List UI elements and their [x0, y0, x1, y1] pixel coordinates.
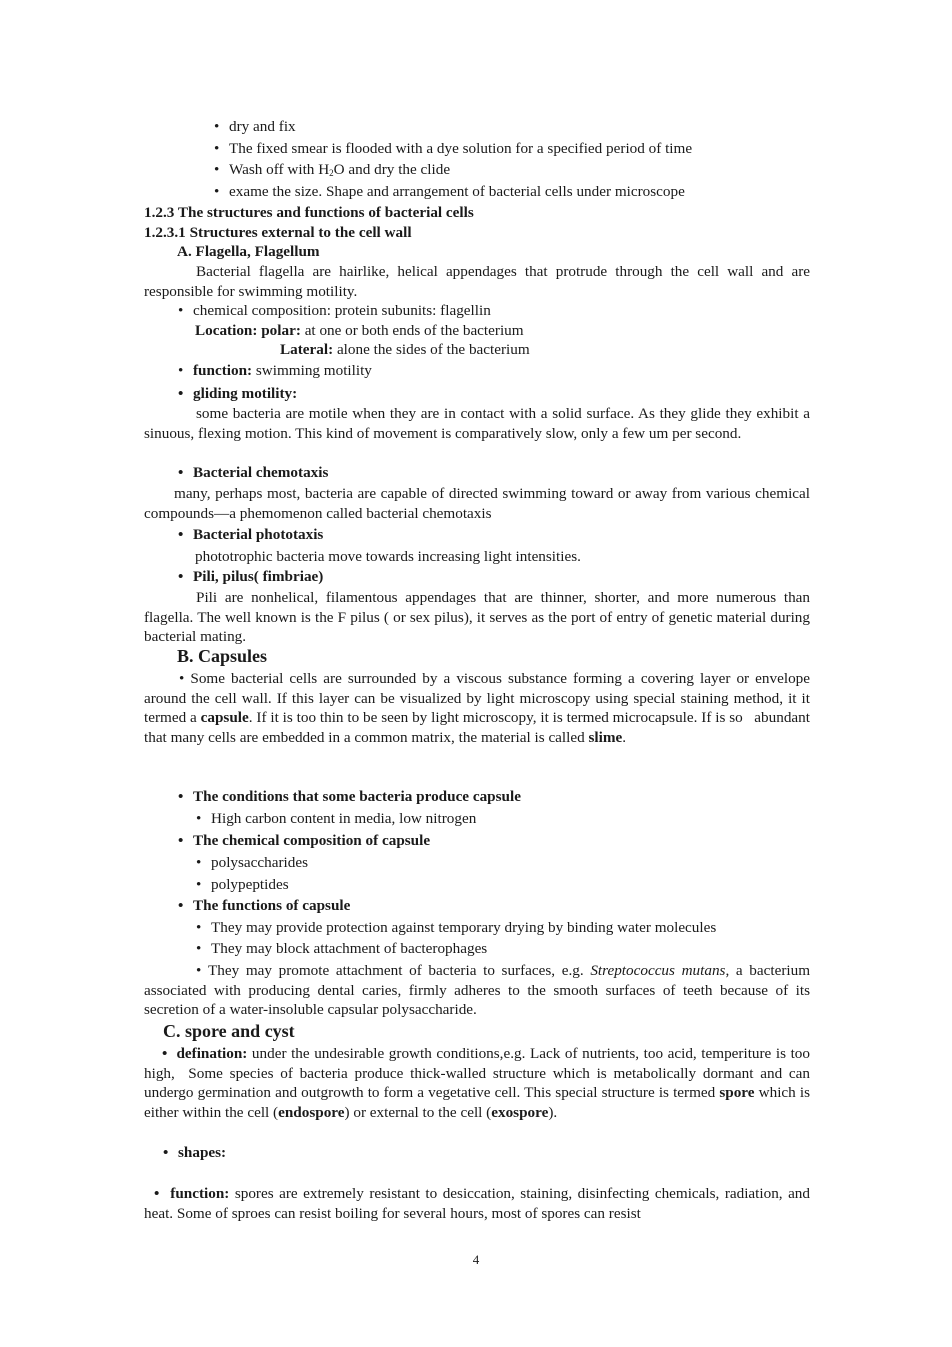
bullet-icon: •	[178, 302, 184, 319]
list-item: • dry and fix	[214, 118, 296, 135]
bullet-icon: •	[214, 140, 220, 157]
list-item: • Bacterial phototaxis	[178, 526, 324, 543]
bullet-icon: •	[178, 464, 184, 481]
flagella-intro: Bacterial flagella are hairlike, helical appendages that protrude through the cell wall and are responsible for swimming motility.	[144, 263, 810, 300]
list-item: • exame the size. Shape and arrangement of bacterial cells under microscope	[214, 183, 685, 200]
bullet-icon: •	[178, 897, 184, 914]
bullet-icon: •	[178, 362, 184, 379]
bullet-icon: •	[196, 854, 202, 871]
bullet-icon: •	[196, 810, 202, 827]
page-number: 4	[472, 1252, 480, 1267]
capsule-paragraph: • Some bacterial cells are surrounded by a viscous substance forming a covering layer or envelope around the cell wall. If this layer can be visualized by light microscopy using special staining method, it it termed a capsule. If it is too thin to be seen by light microscopy, it is termed microcapsule. If is so abundant that many cells are embedded in a common matrix, the material is called slime.	[144, 670, 810, 746]
bullet-icon: •	[178, 526, 184, 543]
list-item: • function: swimming motility	[178, 362, 372, 379]
capsule-function-paragraph: • They may promote attachment of bacteria to surfaces, e.g. Streptococcus mutans, a bacterium associated with producing dental caries, firmly adheres to the smooth surfaces of teeth because of its secretion of a water-insoluble capsular polysaccharide.	[144, 962, 811, 1018]
list-item: • Bacterial chemotaxis	[178, 464, 329, 481]
section-a-heading: A. Flagella, Flagellum	[177, 243, 320, 260]
pili-paragraph: Pili are nonhelical, filamentous appendages that are thinner, shorter, and more numerous than flagella. The well known is the F pilus ( or sex pilus), it serves as the port of entry of genetic material during bacterial mating.	[144, 589, 810, 645]
bullet-icon: •	[178, 788, 184, 805]
list-item: • polysaccharides	[196, 854, 308, 871]
list-item: • High carbon content in media, low nitrogen	[196, 810, 477, 827]
bullet-icon: •	[196, 876, 202, 893]
phototaxis-text: phototrophic bacteria move towards increasing light intensities.	[195, 548, 581, 565]
bullet-icon: •	[196, 962, 208, 979]
bullet-icon: •	[154, 1185, 171, 1202]
bullet-icon: •	[178, 385, 184, 402]
bullet-icon: •	[214, 161, 220, 178]
section-b-heading: B. Capsules	[177, 646, 268, 666]
spore-function-paragraph: • function: spores are extremely resistant to desiccation, staining, disinfecting chemicals, radiation, and heat. Some of sproes can resist boiling for several hours, most of spores can resist	[144, 1185, 810, 1222]
lateral-line: Lateral: alone the sides of the bacterium	[280, 341, 530, 358]
bullet-icon: •	[214, 183, 220, 200]
chemotaxis-paragraph: many, perhaps most, bacteria are capable of directed swimming toward or away from various chemical compounds—a phemomenon called bacterial chemotaxis	[144, 485, 810, 522]
list-item: • shapes:	[163, 1144, 227, 1161]
section-heading: 1.2.3 The structures and functions of bacterial cells	[144, 204, 474, 221]
list-item: • The conditions that some bacteria produce capsule	[178, 788, 521, 805]
list-item: • They may provide protection against temporary drying by binding water molecules	[196, 919, 717, 936]
list-item: • Wash off with $H_2O$ and dry the clide	[214, 161, 451, 178]
spore-definition-paragraph: • defination: under the undesirable growth conditions,e.g. Lack of nutrients, too acid, temperiture is too high, Some species of bacteria produce thick-walled structure which is metabolically dormant and can undergo germination and outgrowth to form a vegetative cell. This special structure is termed spore which is either within the cell (endospore) or external to the cell (exospore).	[144, 1045, 811, 1121]
bullet-icon: •	[178, 568, 184, 585]
list-item: • polypeptides	[196, 876, 289, 893]
list-item: • The functions of capsule	[178, 897, 351, 914]
list-item: • The fixed smear is flooded with a dye solution for a specified period of time	[214, 140, 693, 157]
bullet-icon: •	[196, 919, 202, 936]
list-item: • chemical composition: protein subunits: flagellin	[178, 302, 491, 319]
bullet-icon: •	[179, 670, 191, 687]
list-item: • They may block attachment of bacterophages	[196, 940, 488, 957]
location-line: Location: polar: at one or both ends of the bacterium	[195, 322, 524, 339]
bullet-icon: •	[178, 832, 184, 849]
bullet-icon: •	[162, 1045, 177, 1062]
list-item: • The chemical composition of capsule	[178, 832, 431, 849]
bullet-icon: •	[196, 940, 202, 957]
bullet-icon: •	[163, 1144, 169, 1161]
list-item: • Pili, pilus( fimbriae)	[178, 568, 324, 585]
list-item: • gliding motility:	[178, 385, 298, 402]
subsection-heading: 1.2.3.1 Structures external to the cell wall	[144, 224, 412, 241]
bullet-icon: •	[214, 118, 220, 135]
gliding-paragraph: some bacteria are motile when they are in contact with a solid surface. As they glide they exhibit a sinuous, flexing motion. This kind of movement is comparatively slow, only a few um per second.	[144, 405, 810, 442]
section-c-heading: C. spore and cyst	[163, 1021, 295, 1041]
